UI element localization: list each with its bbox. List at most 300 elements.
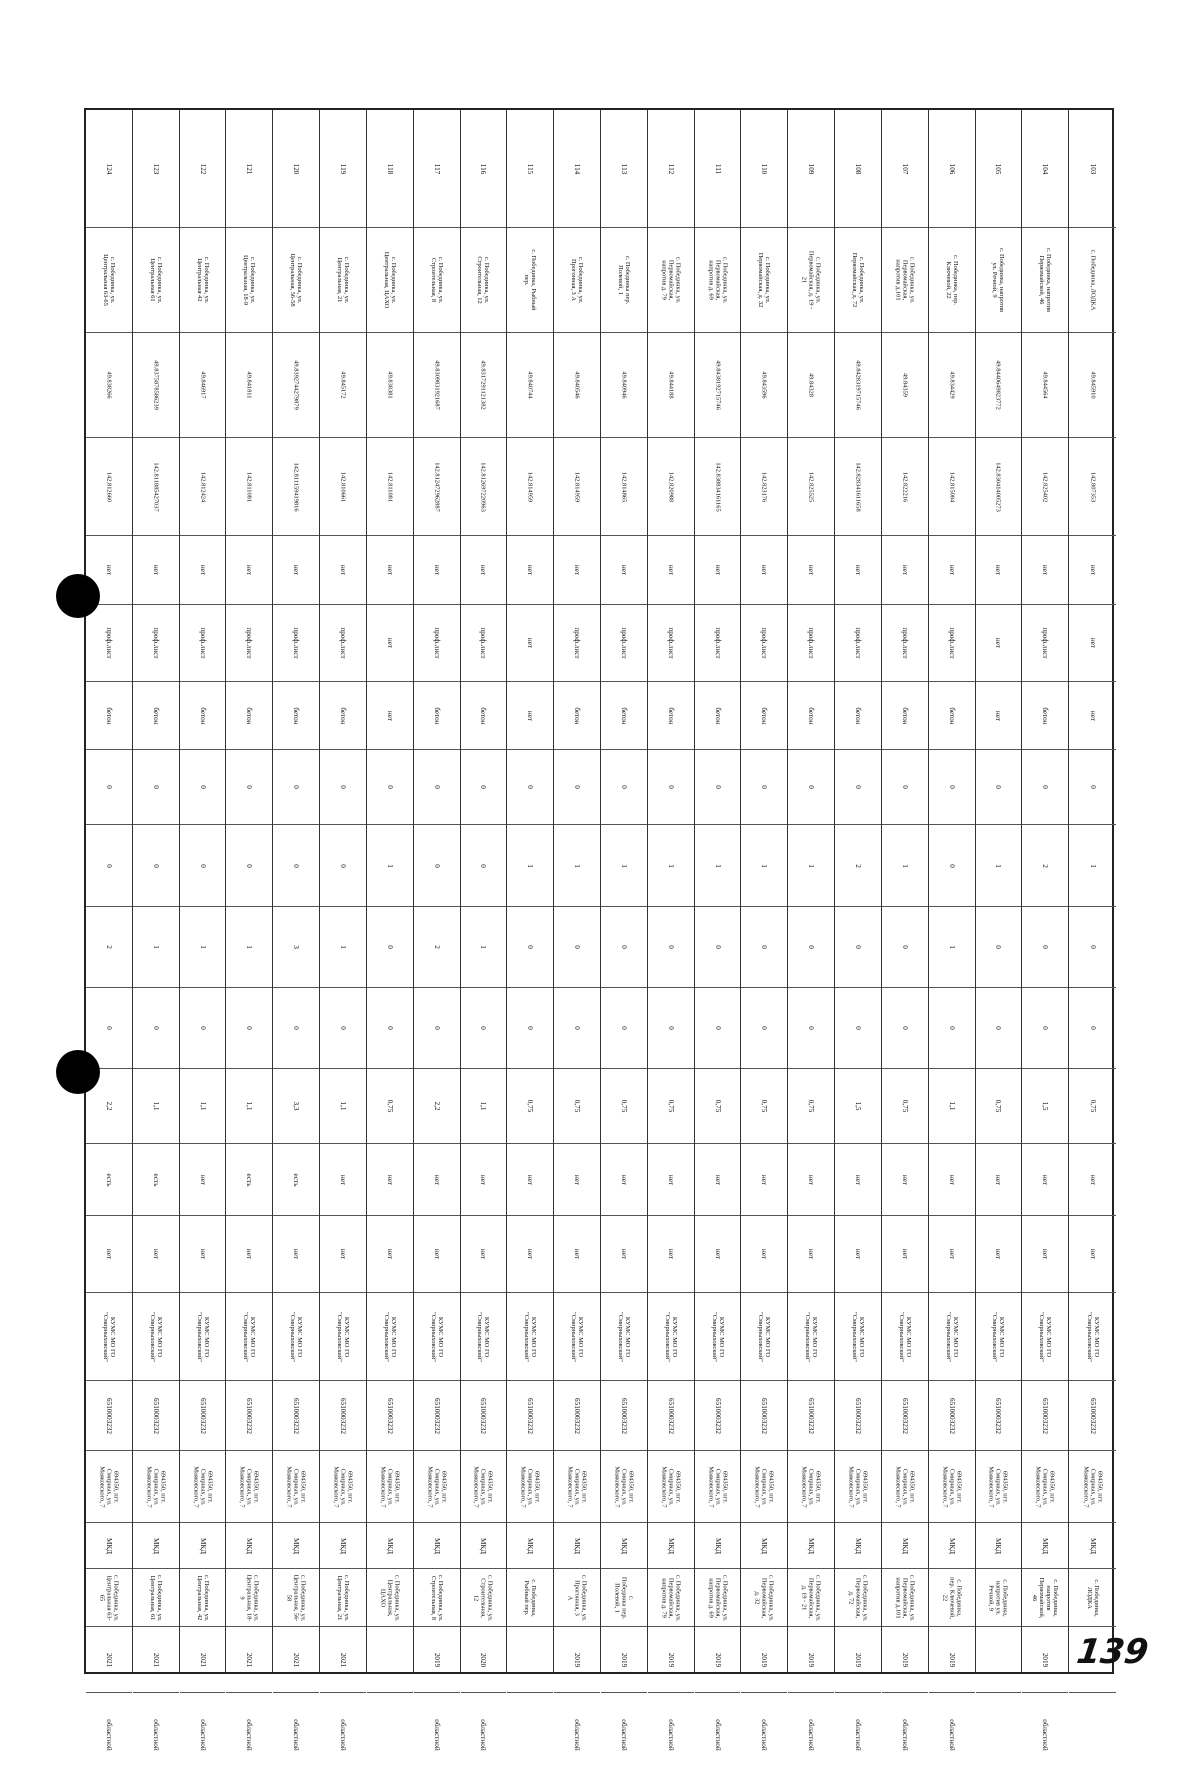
table-cell-lon	[882, 438, 928, 536]
cell-text: бетон	[573, 706, 582, 725]
table-cell-lat	[741, 333, 787, 438]
table-cell-okpo	[133, 1381, 179, 1451]
cell-text: 142.820988	[667, 471, 675, 502]
table-cell-c13	[976, 1216, 1022, 1293]
table-cell-owner_addr	[367, 1451, 413, 1523]
cell-text: 0	[198, 1026, 207, 1030]
cell-text: бетон	[292, 706, 301, 725]
table-cell-okpo	[320, 1381, 366, 1451]
cell-text: проф.лист	[760, 627, 769, 659]
table-cell-c8	[180, 825, 226, 907]
cell-text: 6510003232	[198, 1397, 207, 1434]
table-cell-c12	[648, 1144, 694, 1216]
table-cell-mkd	[1022, 1523, 1068, 1569]
cell-text: 2019	[1041, 1652, 1050, 1667]
cell-text: проф.лист	[151, 627, 160, 659]
table-row	[695, 110, 742, 1751]
table-cell-owner	[1022, 1293, 1068, 1381]
table-cell-c9	[648, 907, 694, 988]
table-cell-c12	[414, 1144, 460, 1216]
table-cell-c10	[226, 988, 272, 1069]
cell-text: 0	[432, 1026, 441, 1030]
table-cell-year	[695, 1627, 741, 1693]
cell-text: КУМС МО ГО "Смирныховский"	[710, 1311, 725, 1362]
table-cell-budget	[367, 1693, 413, 1776]
cell-text: 2021	[245, 1652, 254, 1667]
cell-text: бетон	[104, 706, 113, 725]
cell-text: 694350, пгт. Смирных, ул. Маяковского, 7	[379, 1465, 401, 1508]
table-cell-c4	[133, 536, 179, 605]
table-cell-okpo	[741, 1381, 787, 1451]
table-cell-lon	[648, 438, 694, 536]
table-cell-year	[788, 1627, 834, 1693]
cell-text: 115	[526, 163, 535, 174]
table-cell-c8	[1022, 825, 1068, 907]
table-cell-c8	[648, 825, 694, 907]
table-cell-okpo	[788, 1381, 834, 1451]
table-cell-year	[180, 1627, 226, 1693]
cell-text: 106	[947, 163, 956, 174]
table-cell-okpo	[695, 1381, 741, 1451]
table-row	[835, 110, 882, 1751]
cell-text: МКД	[292, 1537, 301, 1554]
table-cell-c13	[554, 1216, 600, 1293]
cell-text: нет	[245, 564, 254, 576]
table-cell-c11	[1022, 1069, 1068, 1144]
cell-text: областной	[432, 1718, 441, 1751]
table-cell-no	[835, 110, 881, 228]
table-cell-owner	[367, 1293, 413, 1381]
table-cell-no	[133, 110, 179, 228]
cell-text: МКД	[245, 1537, 254, 1554]
cell-text: 142.830414005273	[994, 461, 1002, 512]
cell-text: МКД	[198, 1537, 207, 1554]
cell-text: с. Побединка, ул. Строительная, 8	[429, 1574, 444, 1621]
cell-text: 49.840744	[526, 371, 534, 399]
table-cell-mkd	[695, 1523, 741, 1569]
table-cell-address	[273, 228, 319, 333]
cell-text: нет	[573, 1174, 582, 1185]
table-row	[86, 110, 133, 1751]
cell-text: нет	[1088, 637, 1097, 649]
cell-text: нет	[713, 1174, 722, 1185]
cell-text: 2019	[573, 1652, 582, 1667]
cell-text: проф.лист	[713, 627, 722, 659]
cell-text: нет	[479, 564, 488, 576]
table-cell-c10	[507, 988, 553, 1069]
cell-text: проф.лист	[807, 627, 816, 659]
cell-text: 0	[900, 1026, 909, 1030]
cell-text: с. Побединка, ул. Центральная, 21	[335, 256, 350, 304]
table-cell-c10	[835, 988, 881, 1069]
table-cell-address	[601, 228, 647, 333]
table-cell-owner_addr	[86, 1451, 132, 1523]
cell-text: проф.лист	[573, 627, 582, 659]
cell-text: КУМС МО ГО "Смирныховский"	[382, 1311, 397, 1362]
cell-text: 2	[1041, 863, 1050, 868]
table-cell-mkd	[507, 1523, 553, 1569]
cell-text: 1	[198, 945, 207, 949]
table-cell-address	[507, 228, 553, 333]
cell-text: нет	[619, 1174, 628, 1185]
cell-text: нет	[198, 1174, 207, 1185]
table-cell-lat	[648, 333, 694, 438]
cell-text: МКД	[104, 1537, 113, 1554]
table-cell-mkd	[882, 1523, 928, 1569]
cell-text: 1	[666, 863, 675, 868]
table-cell-owner_addr	[320, 1451, 366, 1523]
table-cell-lon	[461, 438, 507, 536]
cell-text: нет	[479, 1248, 488, 1260]
table-cell-owner	[180, 1293, 226, 1381]
cell-text: 0	[619, 1026, 628, 1030]
table-cell-c13	[648, 1216, 694, 1293]
table-cell-c7	[1022, 750, 1068, 825]
table-cell-address	[320, 228, 366, 333]
cell-text: 142.814865	[620, 471, 628, 502]
table-cell-c13	[507, 1216, 553, 1293]
table-cell-lat	[1069, 333, 1116, 438]
cell-text: 694350, пгт. Смирных, ул. Маяковского, 7	[145, 1465, 167, 1508]
table-cell-lat	[601, 333, 647, 438]
cell-text: 49.8317291121382	[479, 360, 487, 410]
table-cell-c10	[648, 988, 694, 1069]
table-cell-c10	[461, 988, 507, 1069]
cell-text: 142.811081	[386, 471, 394, 502]
cell-text: КУМС МО ГО "Смирныховский"	[570, 1311, 585, 1362]
table-cell-c8	[601, 825, 647, 907]
table-cell-c13	[929, 1216, 975, 1293]
cell-text: областной	[760, 1718, 769, 1751]
cell-text: нет	[666, 1174, 675, 1185]
table-cell-owner_addr	[180, 1451, 226, 1523]
cell-text: 0	[151, 785, 160, 789]
table-cell-okpo	[226, 1381, 272, 1451]
cell-text: 113	[619, 163, 628, 174]
table-cell-mkd	[133, 1523, 179, 1569]
table-cell-c4	[929, 536, 975, 605]
table-cell-owner	[461, 1293, 507, 1381]
table-cell-budget	[929, 1693, 975, 1776]
table-cell-owner_addr	[1022, 1451, 1068, 1523]
cell-text: областной	[573, 1718, 582, 1751]
cell-text: 1	[479, 945, 488, 949]
cell-text: 6510003232	[947, 1397, 956, 1434]
cell-text: 0	[151, 863, 160, 868]
table-cell-no	[882, 110, 928, 228]
cell-text: КУМС МО ГО "Смирныховский"	[663, 1311, 678, 1362]
cell-text: нет	[104, 564, 113, 576]
table-cell-address	[976, 228, 1022, 333]
table-row	[461, 110, 508, 1751]
table-cell-c7	[882, 750, 928, 825]
table-cell-budget	[1022, 1693, 1068, 1776]
table-cell-no	[648, 110, 694, 228]
table-row	[226, 110, 273, 1751]
table-row	[741, 110, 788, 1751]
table-cell-mkd	[414, 1523, 460, 1569]
cell-text: есть	[245, 1173, 254, 1186]
table-cell-owner	[507, 1293, 553, 1381]
cell-text: с. Побединка, ул. Первомайская, напротив д.101	[894, 256, 916, 304]
cell-text: 694350, пгт. Смирных, ул. Маяковского, 7	[192, 1465, 214, 1508]
table-cell-okpo	[601, 1381, 647, 1451]
cell-text: 1,1	[151, 1101, 160, 1111]
cell-text: КУМС МО ГО "Смирныховский"	[616, 1311, 631, 1362]
cell-text: 2021	[104, 1652, 113, 1667]
table-cell-budget	[507, 1693, 553, 1776]
cell-text: 694350, пгт. Смирных, ул. Маяковского, 7	[332, 1465, 354, 1508]
cell-text: с. Побединка, ул. Центральная, 18-9	[242, 254, 257, 306]
table-cell-c10	[976, 988, 1022, 1069]
table-cell-c7	[695, 750, 741, 825]
table-cell-c10	[601, 988, 647, 1069]
table-cell-c4	[1022, 536, 1068, 605]
cell-text: 108	[853, 163, 862, 174]
table-cell-c4	[226, 536, 272, 605]
cell-text: 0	[104, 863, 113, 868]
table-cell-c6	[648, 682, 694, 750]
cell-text: бетон	[853, 706, 862, 725]
cell-text: нет	[760, 1174, 769, 1185]
table-cell-c5	[882, 605, 928, 682]
table-cell-c9	[367, 907, 413, 988]
cell-text: нет	[994, 710, 1003, 721]
table-cell-c8	[929, 825, 975, 907]
cell-text: 694350, пгт. Смирных, ул. Маяковского, 7	[847, 1465, 869, 1508]
table-cell-owner	[976, 1293, 1022, 1381]
cell-text: МКД	[479, 1537, 488, 1554]
table-cell-c11	[1069, 1069, 1116, 1144]
table-cell-lat	[414, 333, 460, 438]
cell-text: КУМС МО ГО "Смирныховский"	[476, 1311, 491, 1362]
cell-text: 0	[479, 1026, 488, 1030]
table-cell-lon	[133, 438, 179, 536]
cell-text: 6510003232	[619, 1397, 628, 1434]
table-cell-no	[367, 110, 413, 228]
cell-text: 0	[432, 863, 441, 868]
table-cell-site_addr	[601, 1569, 647, 1627]
table-cell-budget	[788, 1693, 834, 1776]
page-number: 139	[1074, 1632, 1151, 1672]
cell-text: 49.8375878586239	[152, 360, 160, 410]
cell-text: нет	[900, 1174, 909, 1185]
table-cell-owner_addr	[414, 1451, 460, 1523]
cell-text: с. Побединка, Рыбный пер.	[523, 249, 538, 311]
table-cell-c7	[976, 750, 1022, 825]
table-cell-c10	[273, 988, 319, 1069]
table-cell-site_addr	[1022, 1569, 1068, 1627]
table-cell-c9	[414, 907, 460, 988]
cell-text: 2021	[198, 1652, 207, 1667]
cell-text: 0	[338, 1026, 347, 1030]
cell-text: 49.844188	[667, 371, 675, 399]
table-cell-c7	[788, 750, 834, 825]
cell-text: 694350, пгт. Смирных, ул. Маяковского, 7	[285, 1465, 307, 1508]
cell-text: 0	[900, 785, 909, 789]
cell-text: бетон	[338, 706, 347, 725]
table-cell-lat	[554, 333, 600, 438]
cell-text: 0,75	[760, 1099, 769, 1113]
cell-text: нет	[385, 1248, 394, 1260]
table-cell-c13	[320, 1216, 366, 1293]
table-cell-okpo	[180, 1381, 226, 1451]
table-cell-c7	[414, 750, 460, 825]
table-cell-c11	[507, 1069, 553, 1144]
table-cell-budget	[86, 1693, 132, 1776]
table-cell-owner_addr	[1069, 1451, 1116, 1523]
table-cell-lon	[86, 438, 132, 536]
cell-text: 142.825402	[1041, 471, 1049, 502]
cell-text: 0	[760, 785, 769, 789]
table-cell-address	[882, 228, 928, 333]
table-cell-site_addr	[320, 1569, 366, 1627]
table-cell-c7	[1069, 750, 1116, 825]
cell-text: проф.лист	[292, 627, 301, 659]
table-cell-budget	[648, 1693, 694, 1776]
table-cell-c9	[133, 907, 179, 988]
cell-text: проф.лист	[104, 627, 113, 659]
cell-text: с. Побединка, ул. Центральная 63- 65	[98, 1574, 120, 1621]
cell-text: проф.лист	[479, 627, 488, 659]
cell-text: проф.лист	[853, 627, 862, 659]
cell-text: 6510003232	[292, 1397, 301, 1434]
table-cell-owner	[273, 1293, 319, 1381]
table-cell-lat	[180, 333, 226, 438]
table-cell-budget	[133, 1693, 179, 1776]
cell-text: нет	[385, 710, 394, 721]
table-cell-year	[1022, 1627, 1068, 1693]
cell-text: 110	[760, 163, 769, 174]
cell-text: 0	[1041, 945, 1050, 949]
cell-text: с. Побединка, ЛОДКА	[1089, 249, 1097, 311]
table-cell-c5	[507, 605, 553, 682]
cell-text: нет	[994, 1174, 1003, 1185]
table-cell-c12	[367, 1144, 413, 1216]
cell-text: КУМС МО ГО "Смирныховский"	[1038, 1311, 1053, 1362]
table-cell-year	[835, 1627, 881, 1693]
cell-text: с. Побединка, ул. Первомайская, напротив д.101	[894, 1574, 916, 1621]
table-cell-c9	[1022, 907, 1068, 988]
table-cell-okpo	[507, 1381, 553, 1451]
cell-text: 694350, пгт. Смирных, ул. Маяковского, 7	[613, 1465, 635, 1508]
cell-text: 1	[385, 863, 394, 868]
cell-text: 105	[994, 163, 1003, 174]
table-cell-c4	[976, 536, 1022, 605]
table-cell-c11	[273, 1069, 319, 1144]
cell-text: проф.лист	[338, 627, 347, 659]
table-cell-budget	[1069, 1693, 1116, 1776]
cell-text: 0	[853, 945, 862, 949]
table-cell-c8	[86, 825, 132, 907]
cell-text: КУМС МО ГО "Смирныховский"	[101, 1311, 116, 1362]
table-cell-budget	[601, 1693, 647, 1776]
table-cell-c9	[929, 907, 975, 988]
cell-text: нет	[947, 1248, 956, 1260]
cell-text: 142.815084	[948, 471, 956, 502]
table-cell-no	[695, 110, 741, 228]
table-row	[133, 110, 180, 1751]
cell-text: 103	[1088, 163, 1097, 174]
cell-text: нет	[666, 1248, 675, 1260]
cell-text: 0,75	[385, 1099, 394, 1113]
table-cell-c4	[882, 536, 928, 605]
table-cell-c11	[741, 1069, 787, 1144]
table-cell-mkd	[226, 1523, 272, 1569]
table-cell-mkd	[648, 1523, 694, 1569]
table-cell-c12	[788, 1144, 834, 1216]
table-cell-c5	[835, 605, 881, 682]
table-cell-c6	[507, 682, 553, 750]
table-cell-c9	[507, 907, 553, 988]
table-cell-c8	[414, 825, 460, 907]
table-cell-c11	[601, 1069, 647, 1144]
cell-text: бетон	[760, 706, 769, 725]
table-cell-c6	[367, 682, 413, 750]
table-cell-c8	[226, 825, 272, 907]
table-cell-c12	[1069, 1144, 1116, 1216]
table-cell-lon	[788, 438, 834, 536]
cell-text: 0,75	[994, 1099, 1003, 1113]
cell-text: нет	[760, 564, 769, 576]
table-cell-c13	[1022, 1216, 1068, 1293]
cell-text: 6510003232	[760, 1397, 769, 1434]
cell-text: МКД	[807, 1537, 816, 1554]
cell-text: 142.812472962887	[433, 461, 441, 512]
table-cell-address	[1069, 228, 1116, 333]
table-cell-budget	[554, 1693, 600, 1776]
table-cell-no	[741, 110, 787, 228]
table-cell-c4	[1069, 536, 1116, 605]
cell-text: МКД	[385, 1537, 394, 1554]
cell-text: нет	[245, 1248, 254, 1260]
cell-text: 0	[338, 863, 347, 868]
cell-text: с. Побединка, ул. Строительная, 12	[476, 256, 491, 304]
table-cell-address	[133, 228, 179, 333]
cell-text: МКД	[432, 1537, 441, 1554]
cell-text: нет	[526, 1174, 535, 1185]
table-cell-c13	[414, 1216, 460, 1293]
cell-text: бетон	[151, 706, 160, 725]
table-cell-c4	[554, 536, 600, 605]
cell-text: 0	[432, 785, 441, 789]
cell-text: есть	[104, 1173, 113, 1186]
cell-text: 6510003232	[900, 1397, 909, 1434]
cell-text: нет	[947, 564, 956, 576]
cell-text: 6510003232	[994, 1397, 1003, 1434]
table-cell-c12	[554, 1144, 600, 1216]
cell-text: 0	[1088, 785, 1097, 789]
cell-text: нет	[526, 564, 535, 576]
table-cell-c8	[273, 825, 319, 907]
cell-text: 6510003232	[1088, 1397, 1097, 1434]
table-cell-c7	[133, 750, 179, 825]
cell-text: областной	[666, 1718, 675, 1751]
cell-text: 0,75	[900, 1099, 909, 1113]
table-cell-address	[180, 228, 226, 333]
table-cell-c12	[695, 1144, 741, 1216]
cell-text: проф.лист	[900, 627, 909, 659]
cell-text: бетон	[245, 706, 254, 725]
cell-text: с. Побединка, ул. Центральная 42	[195, 256, 210, 304]
cell-text: 694350, пгт. Смирных, ул. Маяковского, 7	[941, 1465, 963, 1508]
cell-text: нет	[713, 564, 722, 576]
table-cell-c8	[976, 825, 1022, 907]
table-cell-site_addr	[976, 1569, 1022, 1627]
cell-text: нет	[1041, 1248, 1050, 1260]
cell-text: проф.лист	[198, 627, 207, 659]
cell-text: нет	[104, 1248, 113, 1260]
